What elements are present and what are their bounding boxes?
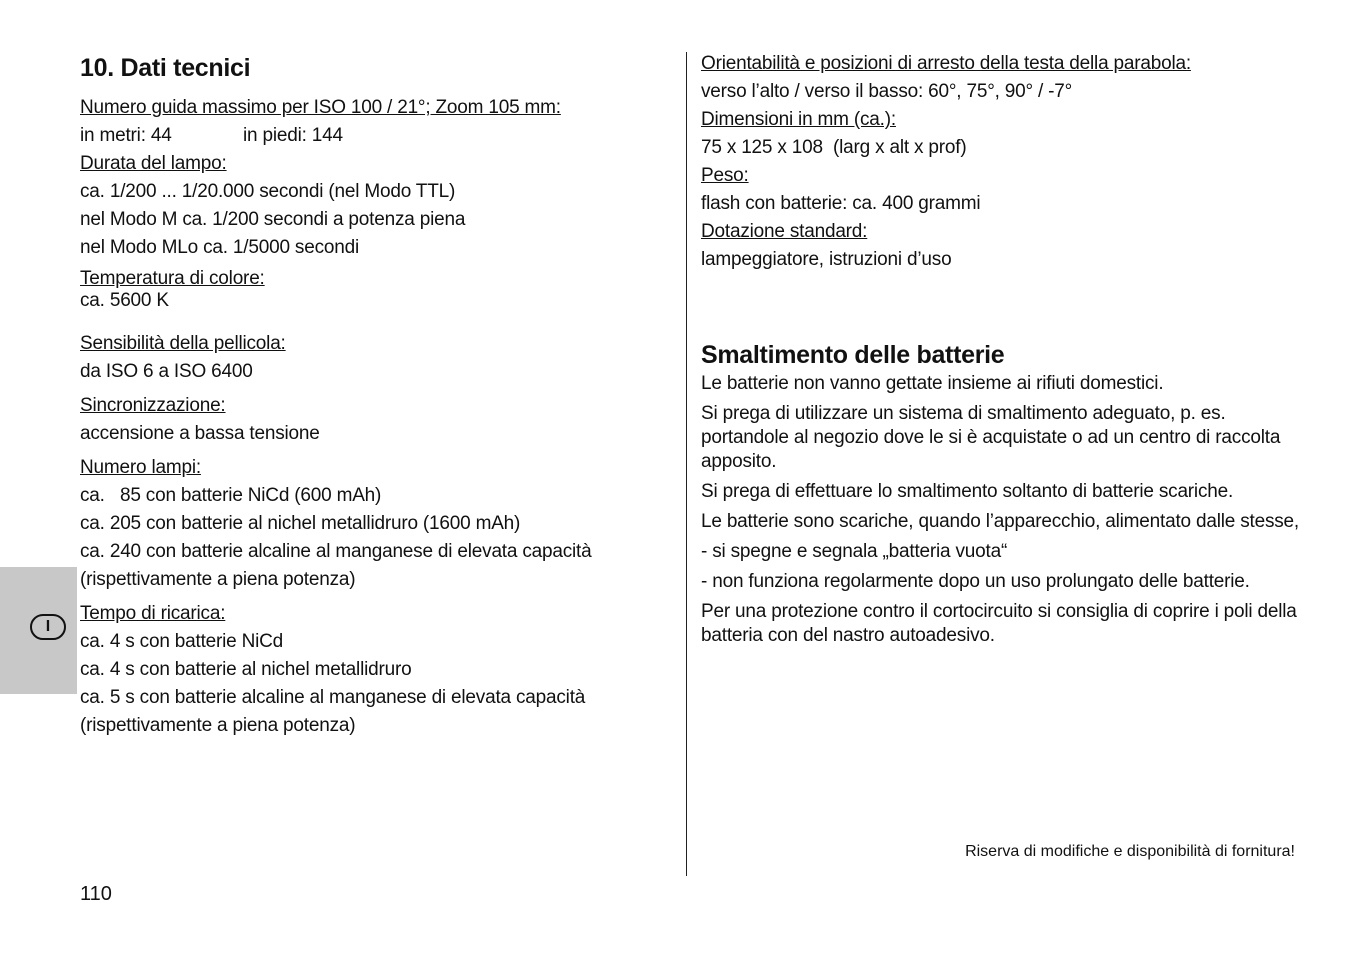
film-speed-label: Sensibilità della pellicola: (80, 333, 286, 354)
right-column (701, 50, 1301, 654)
disposal-paragraph: Per una protezione contro il cortocircuito si consiglia di coprire i poli della batteria con del nastro autoadesivo. (701, 601, 1297, 646)
guide-number-label: Numero guida massimo per ISO 100 / 21°; Zoom 105 mm: (80, 97, 561, 118)
section-title: 10. Dati tecnici (80, 54, 251, 82)
recycle-time-line: ca. 4 s con batterie NiCd (80, 631, 284, 652)
column-divider (686, 52, 687, 876)
tilt-value: verso l’alto / verso il basso: 60°, 75°, 90° / -7° (701, 81, 1073, 102)
recycle-time-line: (rispettivamente a piena potenza) (80, 715, 356, 736)
guide-number-values (80, 122, 660, 150)
flash-count-line: ca. 205 con batterie al nichel metallidruro (1600 mAh) (80, 513, 521, 534)
flash-count-line: ca. 85 con batterie NiCd (600 mAh) (80, 485, 382, 506)
disposal-paragraph: - non funziona regolarmente dopo un uso prolungato delle batterie. (701, 571, 1250, 592)
guide-number-feet: in piedi: 144 (243, 125, 343, 146)
standard-equipment-value: lampeggiatore, istruzioni d’uso (701, 249, 952, 270)
disposal-paragraph: Le batterie sono scariche, quando l’apparecchio, alimentato dalle stesse, (701, 511, 1300, 532)
language-badge: I (30, 614, 66, 640)
flash-count-line: (rispettivamente a piena potenza) (80, 569, 356, 590)
film-speed-value: da ISO 6 a ISO 6400 (80, 361, 253, 382)
recycle-time-label: Tempo di ricarica: (80, 603, 226, 624)
flash-count-label: Numero lampi: (80, 457, 201, 478)
color-temperature-value: ca. 5600 K (80, 290, 169, 311)
flash-count-line: ca. 240 con batterie alcaline al manganese di elevata capacità (80, 541, 592, 562)
disposal-paragraph: - si spegne e segnala „batteria vuota“ (701, 541, 1008, 562)
guide-number-metres: in metri: 44 (80, 125, 172, 146)
flash-duration-line: nel Modo M ca. 1/200 secondi a potenza piena (80, 209, 466, 230)
recycle-time-line: ca. 5 s con batterie alcaline al manganese di elevata capacità (80, 687, 586, 708)
sync-value: accensione a bassa tensione (80, 423, 320, 444)
flash-duration-line: ca. 1/200 ... 1/20.000 secondi (nel Modo TTL) (80, 181, 456, 202)
standard-equipment-label: Dotazione standard: (701, 221, 868, 242)
disposal-paragraph: Si prega di utilizzare un sistema di smaltimento adeguato, p. es. portandole al negozio dove le si è acquistate o ad un centro di raccolta apposito. (701, 403, 1281, 472)
dimensions-value: 75 x 125 x 108 (larg x alt x prof) (701, 137, 967, 158)
color-temperature-label: Temperatura di colore: (80, 268, 265, 289)
disposal-paragraph: Si prega di effettuare lo smaltimento soltanto di batterie scariche. (701, 481, 1234, 502)
disposal-heading: Smaltimento delle batterie (701, 341, 1005, 369)
left-column (80, 50, 660, 740)
flash-duration-line: nel Modo MLo ca. 1/5000 secondi (80, 237, 359, 258)
footer-note: Riserva di modifiche e disponibilità di fornitura! (965, 843, 1295, 860)
dimensions-label: Dimensioni in mm (ca.): (701, 109, 896, 130)
weight-value: flash con batterie: ca. 400 grammi (701, 193, 981, 214)
tilt-label: Orientabilità e posizioni di arresto della testa della parabola: (701, 53, 1191, 74)
disposal-paragraph: Le batterie non vanno gettate insieme ai rifiuti domestici. (701, 373, 1164, 394)
recycle-time-line: ca. 4 s con batterie al nichel metallidruro (80, 659, 412, 680)
weight-label: Peso: (701, 165, 749, 186)
flash-duration-label: Durata del lampo: (80, 153, 227, 174)
sync-label: Sincronizzazione: (80, 395, 226, 416)
page-number: 110 (80, 883, 112, 905)
